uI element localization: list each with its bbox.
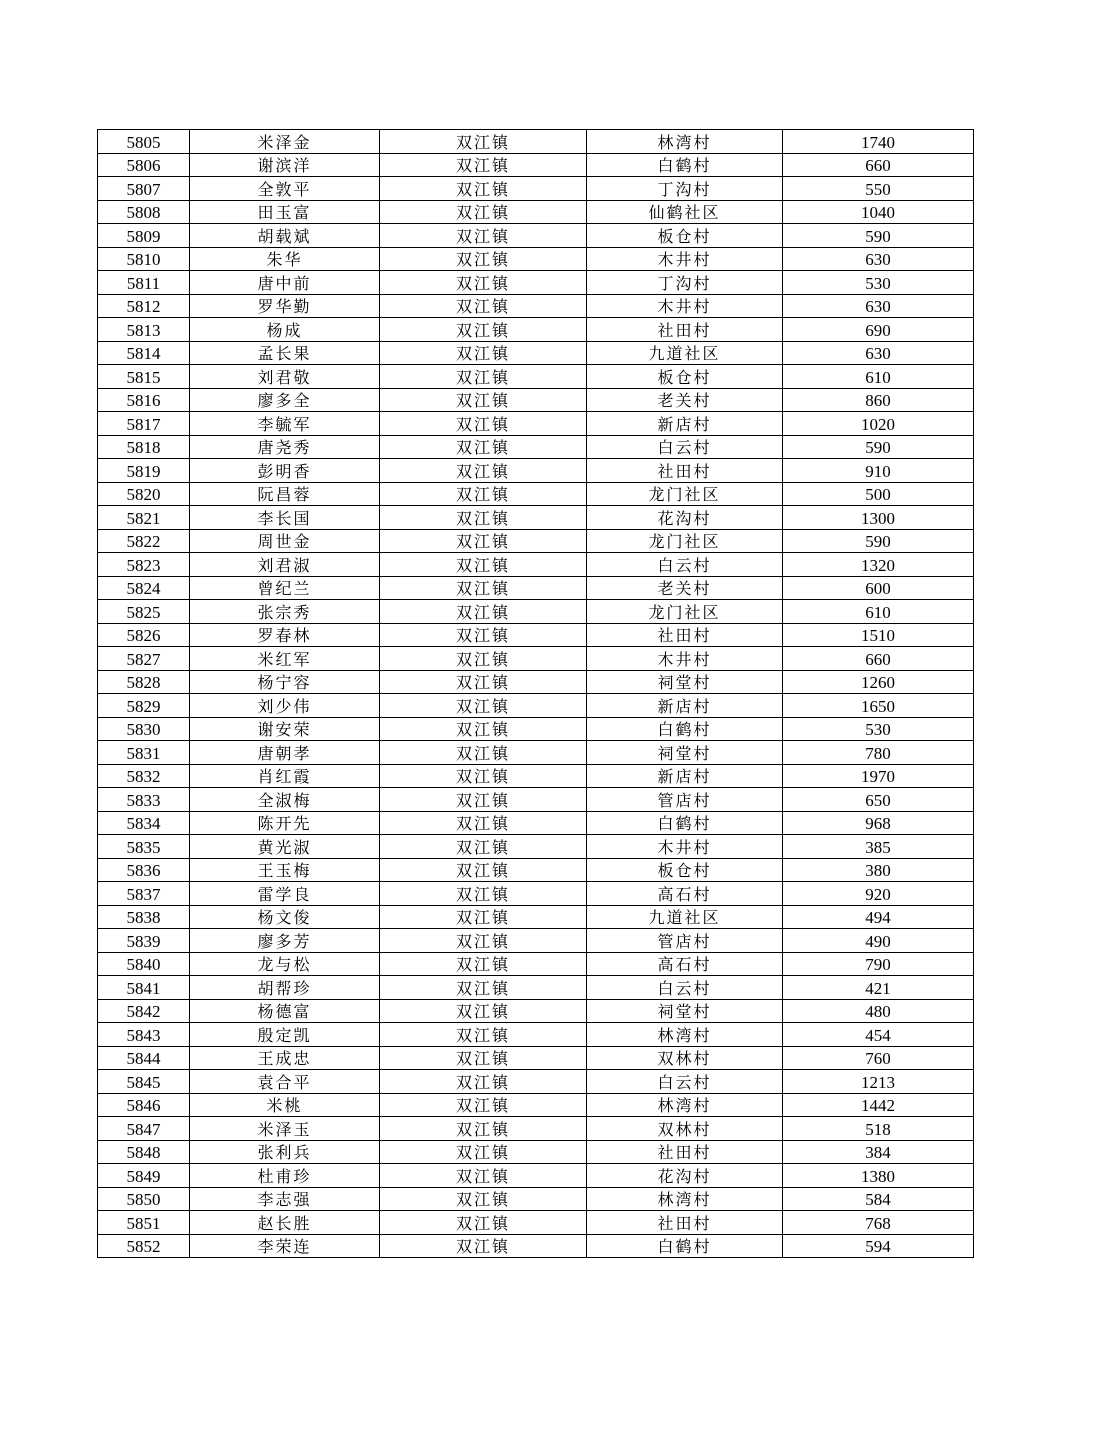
roster-table-body: [98, 130, 974, 1258]
village-cell: 花沟村: [587, 1164, 783, 1188]
amount-cell: 530: [783, 271, 974, 295]
amount-cell: 594: [783, 1234, 974, 1258]
town-cell: 双江镇: [380, 576, 587, 600]
person-name-cell: 肖红霞: [190, 764, 380, 788]
amount-cell: 860: [783, 388, 974, 412]
row-number-cell: 5826: [98, 623, 190, 647]
table-row: [98, 999, 974, 1023]
row-number-cell: 5838: [98, 905, 190, 929]
table-row: [98, 741, 974, 765]
amount-cell: 630: [783, 341, 974, 365]
amount-cell: 380: [783, 858, 974, 882]
amount-cell: 590: [783, 435, 974, 459]
village-cell: 丁沟村: [587, 271, 783, 295]
town-cell: 双江镇: [380, 1093, 587, 1117]
town-cell: 双江镇: [380, 506, 587, 530]
table-row: [98, 435, 974, 459]
village-cell: 白云村: [587, 553, 783, 577]
amount-cell: 1970: [783, 764, 974, 788]
amount-cell: 1213: [783, 1070, 974, 1094]
person-name-cell: 杨成: [190, 318, 380, 342]
town-cell: 双江镇: [380, 1164, 587, 1188]
row-number-cell: 5817: [98, 412, 190, 436]
village-cell: 木井村: [587, 647, 783, 671]
village-cell: 祠堂村: [587, 670, 783, 694]
row-number-cell: 5849: [98, 1164, 190, 1188]
amount-cell: 1020: [783, 412, 974, 436]
table-row: [98, 882, 974, 906]
amount-cell: 600: [783, 576, 974, 600]
row-number-cell: 5813: [98, 318, 190, 342]
table-row: [98, 388, 974, 412]
amount-cell: 1320: [783, 553, 974, 577]
person-name-cell: 廖多全: [190, 388, 380, 412]
village-cell: 新店村: [587, 764, 783, 788]
table-row: [98, 1164, 974, 1188]
village-cell: 新店村: [587, 694, 783, 718]
row-number-cell: 5850: [98, 1187, 190, 1211]
row-number-cell: 5810: [98, 247, 190, 271]
village-cell: 丁沟村: [587, 177, 783, 201]
person-name-cell: 谢安荣: [190, 717, 380, 741]
person-name-cell: 胡帮珍: [190, 976, 380, 1000]
village-cell: 花沟村: [587, 506, 783, 530]
person-name-cell: 李荣连: [190, 1234, 380, 1258]
table-row: [98, 1093, 974, 1117]
amount-cell: 1740: [783, 130, 974, 154]
town-cell: 双江镇: [380, 694, 587, 718]
table-row: [98, 247, 974, 271]
person-name-cell: 李长国: [190, 506, 380, 530]
row-number-cell: 5819: [98, 459, 190, 483]
person-name-cell: 黄光淑: [190, 835, 380, 859]
village-cell: 社田村: [587, 1211, 783, 1235]
village-cell: 木井村: [587, 247, 783, 271]
person-name-cell: 殷定凯: [190, 1023, 380, 1047]
village-cell: 社田村: [587, 623, 783, 647]
person-name-cell: 杜甫珍: [190, 1164, 380, 1188]
amount-cell: 910: [783, 459, 974, 483]
amount-cell: 630: [783, 294, 974, 318]
row-number-cell: 5808: [98, 200, 190, 224]
amount-cell: 384: [783, 1140, 974, 1164]
table-row: [98, 1234, 974, 1258]
village-cell: 木井村: [587, 835, 783, 859]
person-name-cell: 龙与松: [190, 952, 380, 976]
table-row: [98, 341, 974, 365]
amount-cell: 1650: [783, 694, 974, 718]
table-row: [98, 694, 974, 718]
village-cell: 社田村: [587, 1140, 783, 1164]
row-number-cell: 5848: [98, 1140, 190, 1164]
row-number-cell: 5836: [98, 858, 190, 882]
person-name-cell: 全敦平: [190, 177, 380, 201]
table-row: [98, 177, 974, 201]
row-number-cell: 5812: [98, 294, 190, 318]
row-number-cell: 5829: [98, 694, 190, 718]
town-cell: 双江镇: [380, 835, 587, 859]
row-number-cell: 5822: [98, 529, 190, 553]
table-row: [98, 764, 974, 788]
amount-cell: 1380: [783, 1164, 974, 1188]
table-row: [98, 200, 974, 224]
village-cell: 板仓村: [587, 365, 783, 389]
town-cell: 双江镇: [380, 905, 587, 929]
table-row: [98, 1140, 974, 1164]
table-row: [98, 929, 974, 953]
person-name-cell: 刘君敬: [190, 365, 380, 389]
row-number-cell: 5839: [98, 929, 190, 953]
village-cell: 白云村: [587, 435, 783, 459]
person-name-cell: 张利兵: [190, 1140, 380, 1164]
amount-cell: 610: [783, 600, 974, 624]
person-name-cell: 阮昌蓉: [190, 482, 380, 506]
row-number-cell: 5851: [98, 1211, 190, 1235]
amount-cell: 780: [783, 741, 974, 765]
row-number-cell: 5837: [98, 882, 190, 906]
table-row: [98, 553, 974, 577]
person-name-cell: 廖多芳: [190, 929, 380, 953]
person-name-cell: 袁合平: [190, 1070, 380, 1094]
table-row: [98, 1070, 974, 1094]
town-cell: 双江镇: [380, 952, 587, 976]
person-name-cell: 米泽金: [190, 130, 380, 154]
row-number-cell: 5842: [98, 999, 190, 1023]
town-cell: 双江镇: [380, 647, 587, 671]
amount-cell: 660: [783, 153, 974, 177]
person-name-cell: 朱华: [190, 247, 380, 271]
row-number-cell: 5827: [98, 647, 190, 671]
village-cell: 九道社区: [587, 905, 783, 929]
row-number-cell: 5830: [98, 717, 190, 741]
person-name-cell: 陈开先: [190, 811, 380, 835]
town-cell: 双江镇: [380, 976, 587, 1000]
row-number-cell: 5816: [98, 388, 190, 412]
amount-cell: 590: [783, 529, 974, 553]
town-cell: 双江镇: [380, 670, 587, 694]
person-name-cell: 赵长胜: [190, 1211, 380, 1235]
table-row: [98, 717, 974, 741]
amount-cell: 610: [783, 365, 974, 389]
amount-cell: 494: [783, 905, 974, 929]
row-number-cell: 5843: [98, 1023, 190, 1047]
village-cell: 板仓村: [587, 858, 783, 882]
town-cell: 双江镇: [380, 341, 587, 365]
village-cell: 九道社区: [587, 341, 783, 365]
amount-cell: 500: [783, 482, 974, 506]
amount-cell: 968: [783, 811, 974, 835]
amount-cell: 630: [783, 247, 974, 271]
table-row: [98, 976, 974, 1000]
town-cell: 双江镇: [380, 929, 587, 953]
village-cell: 林湾村: [587, 1023, 783, 1047]
village-cell: 双林村: [587, 1117, 783, 1141]
amount-cell: 768: [783, 1211, 974, 1235]
village-cell: 白鹤村: [587, 717, 783, 741]
table-row: [98, 858, 974, 882]
table-row: [98, 294, 974, 318]
person-name-cell: 杨宁容: [190, 670, 380, 694]
person-name-cell: 杨文俊: [190, 905, 380, 929]
table-row: [98, 412, 974, 436]
amount-cell: 454: [783, 1023, 974, 1047]
table-row: [98, 506, 974, 530]
table-row: [98, 835, 974, 859]
village-cell: 祠堂村: [587, 999, 783, 1023]
row-number-cell: 5831: [98, 741, 190, 765]
town-cell: 双江镇: [380, 788, 587, 812]
village-cell: 新店村: [587, 412, 783, 436]
town-cell: 双江镇: [380, 764, 587, 788]
person-name-cell: 胡载斌: [190, 224, 380, 248]
table-row: [98, 623, 974, 647]
village-cell: 白云村: [587, 1070, 783, 1094]
table-row: [98, 130, 974, 154]
table-row: [98, 1046, 974, 1070]
person-name-cell: 全淑梅: [190, 788, 380, 812]
town-cell: 双江镇: [380, 247, 587, 271]
person-name-cell: 彭明香: [190, 459, 380, 483]
village-cell: 白鹤村: [587, 153, 783, 177]
table-row: [98, 600, 974, 624]
village-cell: 社田村: [587, 318, 783, 342]
person-name-cell: 唐尧秀: [190, 435, 380, 459]
town-cell: 双江镇: [380, 482, 587, 506]
town-cell: 双江镇: [380, 1140, 587, 1164]
village-cell: 林湾村: [587, 1093, 783, 1117]
town-cell: 双江镇: [380, 318, 587, 342]
town-cell: 双江镇: [380, 999, 587, 1023]
town-cell: 双江镇: [380, 412, 587, 436]
row-number-cell: 5814: [98, 341, 190, 365]
village-cell: 龙门社区: [587, 482, 783, 506]
person-name-cell: 雷学良: [190, 882, 380, 906]
table-row: [98, 1187, 974, 1211]
row-number-cell: 5852: [98, 1234, 190, 1258]
table-row: [98, 1023, 974, 1047]
row-number-cell: 5823: [98, 553, 190, 577]
amount-cell: 760: [783, 1046, 974, 1070]
table-row: [98, 647, 974, 671]
person-name-cell: 王成忠: [190, 1046, 380, 1070]
table-row: [98, 482, 974, 506]
person-name-cell: 唐中前: [190, 271, 380, 295]
table-row: [98, 459, 974, 483]
table-row: [98, 576, 974, 600]
amount-cell: 385: [783, 835, 974, 859]
town-cell: 双江镇: [380, 1046, 587, 1070]
town-cell: 双江镇: [380, 741, 587, 765]
person-name-cell: 唐朝孝: [190, 741, 380, 765]
village-cell: 高石村: [587, 882, 783, 906]
table-row: [98, 1211, 974, 1235]
row-number-cell: 5844: [98, 1046, 190, 1070]
row-number-cell: 5806: [98, 153, 190, 177]
town-cell: 双江镇: [380, 200, 587, 224]
town-cell: 双江镇: [380, 459, 587, 483]
town-cell: 双江镇: [380, 388, 587, 412]
person-name-cell: 李志强: [190, 1187, 380, 1211]
person-name-cell: 王玉梅: [190, 858, 380, 882]
village-cell: 龙门社区: [587, 529, 783, 553]
row-number-cell: 5847: [98, 1117, 190, 1141]
amount-cell: 920: [783, 882, 974, 906]
amount-cell: 550: [783, 177, 974, 201]
row-number-cell: 5841: [98, 976, 190, 1000]
town-cell: 双江镇: [380, 553, 587, 577]
town-cell: 双江镇: [380, 153, 587, 177]
person-name-cell: 米桃: [190, 1093, 380, 1117]
amount-cell: 1300: [783, 506, 974, 530]
row-number-cell: 5846: [98, 1093, 190, 1117]
town-cell: 双江镇: [380, 294, 587, 318]
town-cell: 双江镇: [380, 623, 587, 647]
town-cell: 双江镇: [380, 1070, 587, 1094]
roster-table: [97, 129, 974, 1258]
village-cell: 社田村: [587, 459, 783, 483]
town-cell: 双江镇: [380, 717, 587, 741]
village-cell: 林湾村: [587, 1187, 783, 1211]
amount-cell: 790: [783, 952, 974, 976]
table-row: [98, 271, 974, 295]
table-row: [98, 365, 974, 389]
village-cell: 仙鹤社区: [587, 200, 783, 224]
row-number-cell: 5820: [98, 482, 190, 506]
amount-cell: 690: [783, 318, 974, 342]
table-row: [98, 318, 974, 342]
village-cell: 白鹤村: [587, 811, 783, 835]
town-cell: 双江镇: [380, 811, 587, 835]
person-name-cell: 田玉富: [190, 200, 380, 224]
person-name-cell: 刘君淑: [190, 553, 380, 577]
town-cell: 双江镇: [380, 271, 587, 295]
table-row: [98, 224, 974, 248]
person-name-cell: 罗春林: [190, 623, 380, 647]
town-cell: 双江镇: [380, 435, 587, 459]
table-row: [98, 905, 974, 929]
table-row: [98, 952, 974, 976]
town-cell: 双江镇: [380, 130, 587, 154]
village-cell: 老关村: [587, 576, 783, 600]
amount-cell: 1510: [783, 623, 974, 647]
person-name-cell: 米红军: [190, 647, 380, 671]
town-cell: 双江镇: [380, 224, 587, 248]
person-name-cell: 米泽玉: [190, 1117, 380, 1141]
row-number-cell: 5845: [98, 1070, 190, 1094]
row-number-cell: 5835: [98, 835, 190, 859]
row-number-cell: 5821: [98, 506, 190, 530]
town-cell: 双江镇: [380, 177, 587, 201]
row-number-cell: 5815: [98, 365, 190, 389]
person-name-cell: 张宗秀: [190, 600, 380, 624]
row-number-cell: 5825: [98, 600, 190, 624]
town-cell: 双江镇: [380, 1211, 587, 1235]
person-name-cell: 谢滨洋: [190, 153, 380, 177]
village-cell: 管店村: [587, 929, 783, 953]
amount-cell: 530: [783, 717, 974, 741]
table-row: [98, 1117, 974, 1141]
person-name-cell: 周世金: [190, 529, 380, 553]
village-cell: 龙门社区: [587, 600, 783, 624]
person-name-cell: 孟长果: [190, 341, 380, 365]
amount-cell: 518: [783, 1117, 974, 1141]
village-cell: 管店村: [587, 788, 783, 812]
person-name-cell: 曾纪兰: [190, 576, 380, 600]
table-row: [98, 788, 974, 812]
table-row: [98, 811, 974, 835]
amount-cell: 660: [783, 647, 974, 671]
village-cell: 白云村: [587, 976, 783, 1000]
amount-cell: 421: [783, 976, 974, 1000]
town-cell: 双江镇: [380, 529, 587, 553]
town-cell: 双江镇: [380, 858, 587, 882]
row-number-cell: 5832: [98, 764, 190, 788]
town-cell: 双江镇: [380, 1117, 587, 1141]
amount-cell: 584: [783, 1187, 974, 1211]
row-number-cell: 5809: [98, 224, 190, 248]
table-row: [98, 153, 974, 177]
village-cell: 祠堂村: [587, 741, 783, 765]
table-row: [98, 529, 974, 553]
town-cell: 双江镇: [380, 882, 587, 906]
row-number-cell: 5811: [98, 271, 190, 295]
town-cell: 双江镇: [380, 600, 587, 624]
row-number-cell: 5818: [98, 435, 190, 459]
village-cell: 板仓村: [587, 224, 783, 248]
village-cell: 高石村: [587, 952, 783, 976]
person-name-cell: 刘少伟: [190, 694, 380, 718]
village-cell: 双林村: [587, 1046, 783, 1070]
town-cell: 双江镇: [380, 1187, 587, 1211]
amount-cell: 1442: [783, 1093, 974, 1117]
row-number-cell: 5834: [98, 811, 190, 835]
amount-cell: 480: [783, 999, 974, 1023]
village-cell: 木井村: [587, 294, 783, 318]
person-name-cell: 罗华勤: [190, 294, 380, 318]
person-name-cell: 李毓军: [190, 412, 380, 436]
row-number-cell: 5807: [98, 177, 190, 201]
village-cell: 白鹤村: [587, 1234, 783, 1258]
amount-cell: 1260: [783, 670, 974, 694]
town-cell: 双江镇: [380, 1023, 587, 1047]
amount-cell: 1040: [783, 200, 974, 224]
amount-cell: 650: [783, 788, 974, 812]
row-number-cell: 5824: [98, 576, 190, 600]
village-cell: 林湾村: [587, 130, 783, 154]
town-cell: 双江镇: [380, 1234, 587, 1258]
amount-cell: 490: [783, 929, 974, 953]
row-number-cell: 5833: [98, 788, 190, 812]
village-cell: 老关村: [587, 388, 783, 412]
row-number-cell: 5840: [98, 952, 190, 976]
person-name-cell: 杨德富: [190, 999, 380, 1023]
amount-cell: 590: [783, 224, 974, 248]
row-number-cell: 5805: [98, 130, 190, 154]
row-number-cell: 5828: [98, 670, 190, 694]
table-row: [98, 670, 974, 694]
town-cell: 双江镇: [380, 365, 587, 389]
